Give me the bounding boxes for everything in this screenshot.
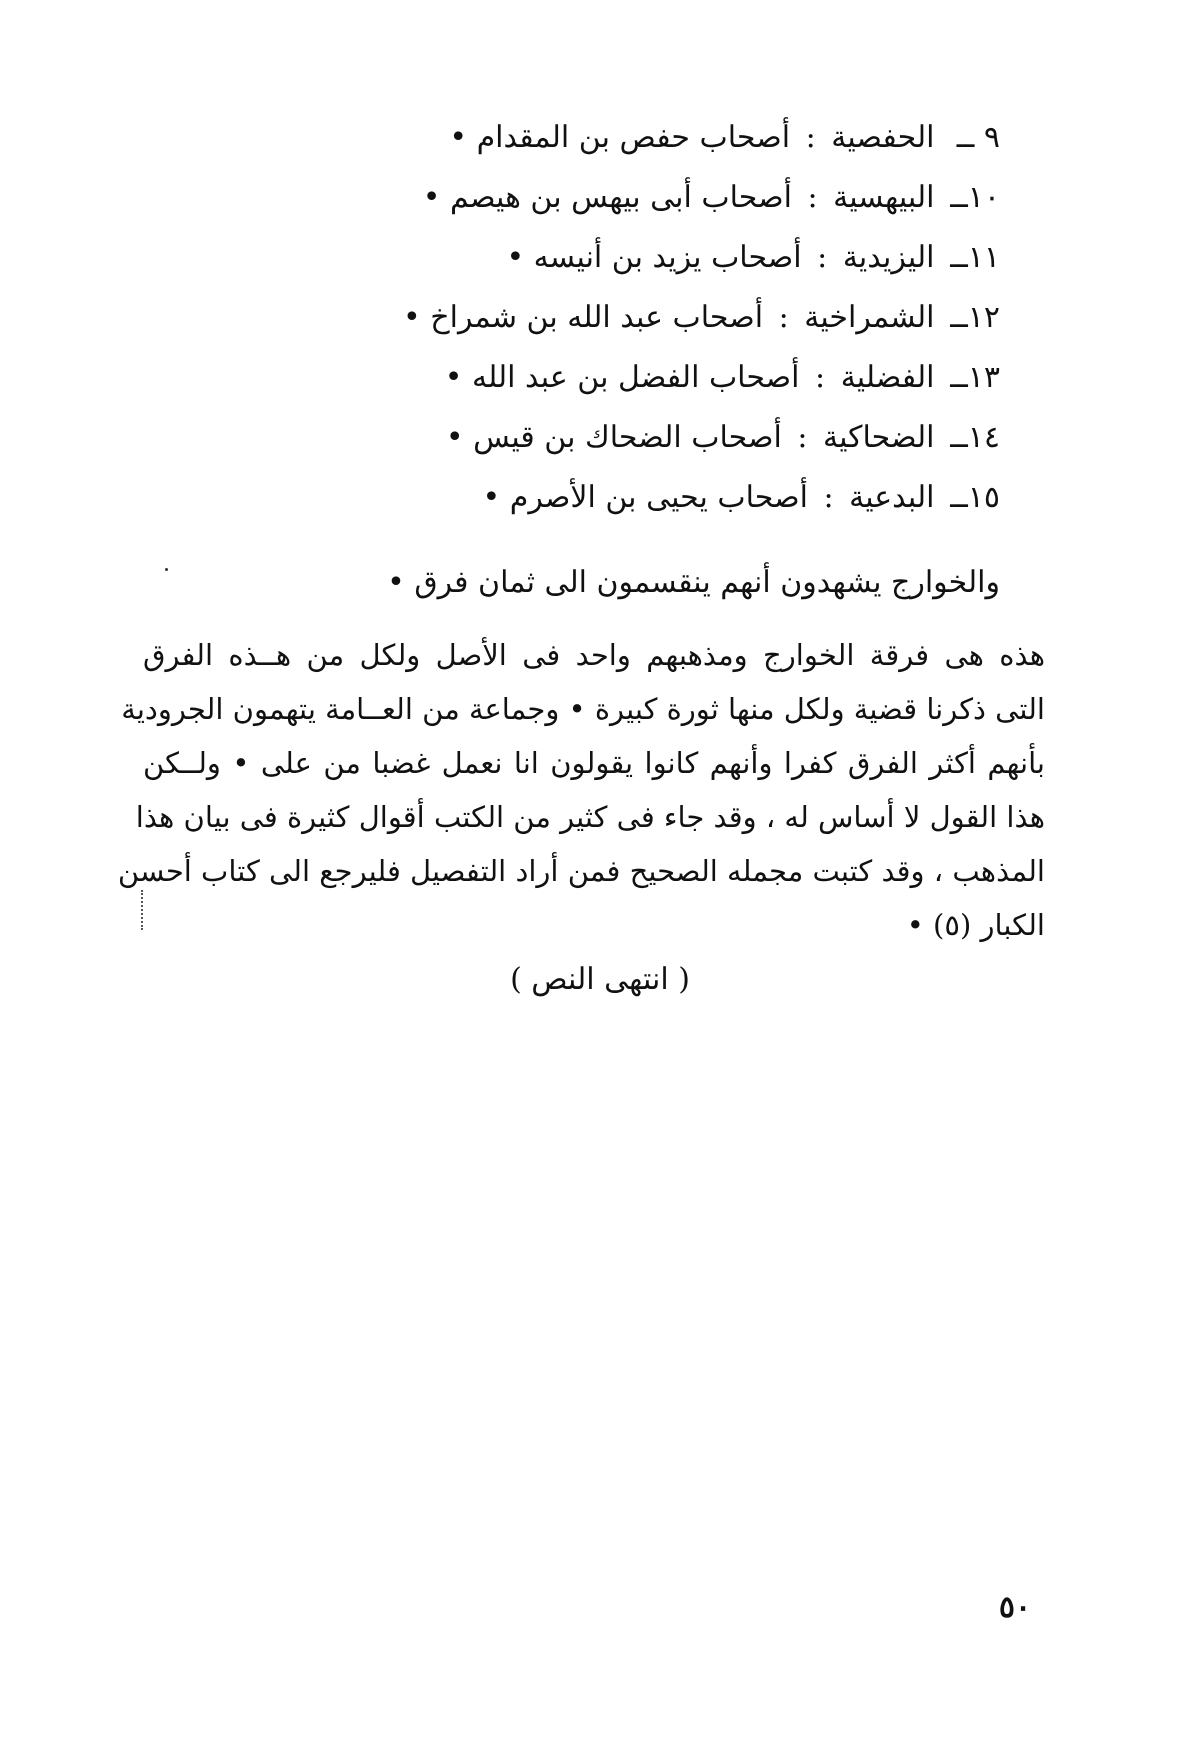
paragraph-line: هذه هى فرقة الخوارج ومذهبهم واحد فى الأصل ولكل من هــذه الفرق [143,638,1045,672]
item-sect-name: الشمراخية [804,300,935,335]
item-sect-name: الضحاكية [823,420,935,455]
item-number: ١٢ــ [950,300,1000,335]
sect-list [360,108,1000,528]
list-item [360,408,1000,468]
paragraph-line: بأنهم أكثر الفرق كفرا وأنهم كانوا يقولون انا نعمل غضبا من على • ولــكن [143,746,1045,780]
paragraph-line: التى ذكرنا قضية ولكل منها ثورة كبيرة • وجماعة من العــامة يتهمون الجرودية [121,692,1045,726]
item-separator: : [815,360,826,395]
item-number: ١٣ــ [950,360,1000,395]
item-number: ١١ــ [950,240,1000,275]
paragraph-line: الكبار (٥) • [906,908,1045,942]
list-item [360,288,1000,348]
margin-mark [141,890,145,930]
item-number: ١٥ــ [950,480,1000,515]
item-description: أصحاب عبد الله بن شمراخ • [403,300,764,335]
item-separator: : [817,240,828,275]
item-description: أصحاب الفضل بن عبد الله • [444,360,800,395]
item-description: أصحاب الضحاك بن قيس • [445,420,782,455]
item-number: ١٤ــ [950,420,1000,455]
body-paragraph [117,628,1045,952]
item-separator: : [778,300,789,335]
item-number: ١٠ــ [950,180,1000,215]
list-item [360,228,1000,288]
item-sect-name: البدعية [849,480,935,515]
item-description: أصحاب يحيى بن الأصرم • [482,480,808,515]
paragraph-line: المذهب ، وقد كتبت مجمله الصحيح فمن أراد التفصيل فليرجع الى كتاب أحسن [117,854,1045,888]
list-item [360,468,1000,528]
scan-speck [165,568,168,571]
item-separator: : [797,420,808,455]
item-description: أصحاب حفص بن المقدام • [449,120,791,155]
end-of-text-marker: ( انتهى النص ) [510,962,690,997]
item-description: أصحاب يزيد بن أنيسه • [506,240,802,275]
item-separator: : [807,180,818,215]
summary-sentence: والخوارج يشهدون أنهم ينقسمون الى ثمان فرق • [387,565,1000,600]
page-number: ٥٠ [998,1590,1032,1625]
item-number: ٩ ــ [956,120,1000,155]
item-separator: : [823,480,834,515]
list-item [360,168,1000,228]
item-sect-name: اليزيدية [842,240,935,275]
list-item [360,348,1000,408]
item-separator: : [805,120,816,155]
item-sect-name: البيهسية [833,180,935,215]
item-sect-name: الحفصية [831,120,935,155]
item-sect-name: الفضلية [840,360,935,395]
list-item [360,108,1000,168]
paragraph-line: هذا القول لا أساس له ، وقد جاء فى كثير من الكتب أقوال كثيرة فى بيان هذا [135,800,1045,834]
item-description: أصحاب أبى بيهس بن هيصم • [422,180,792,215]
